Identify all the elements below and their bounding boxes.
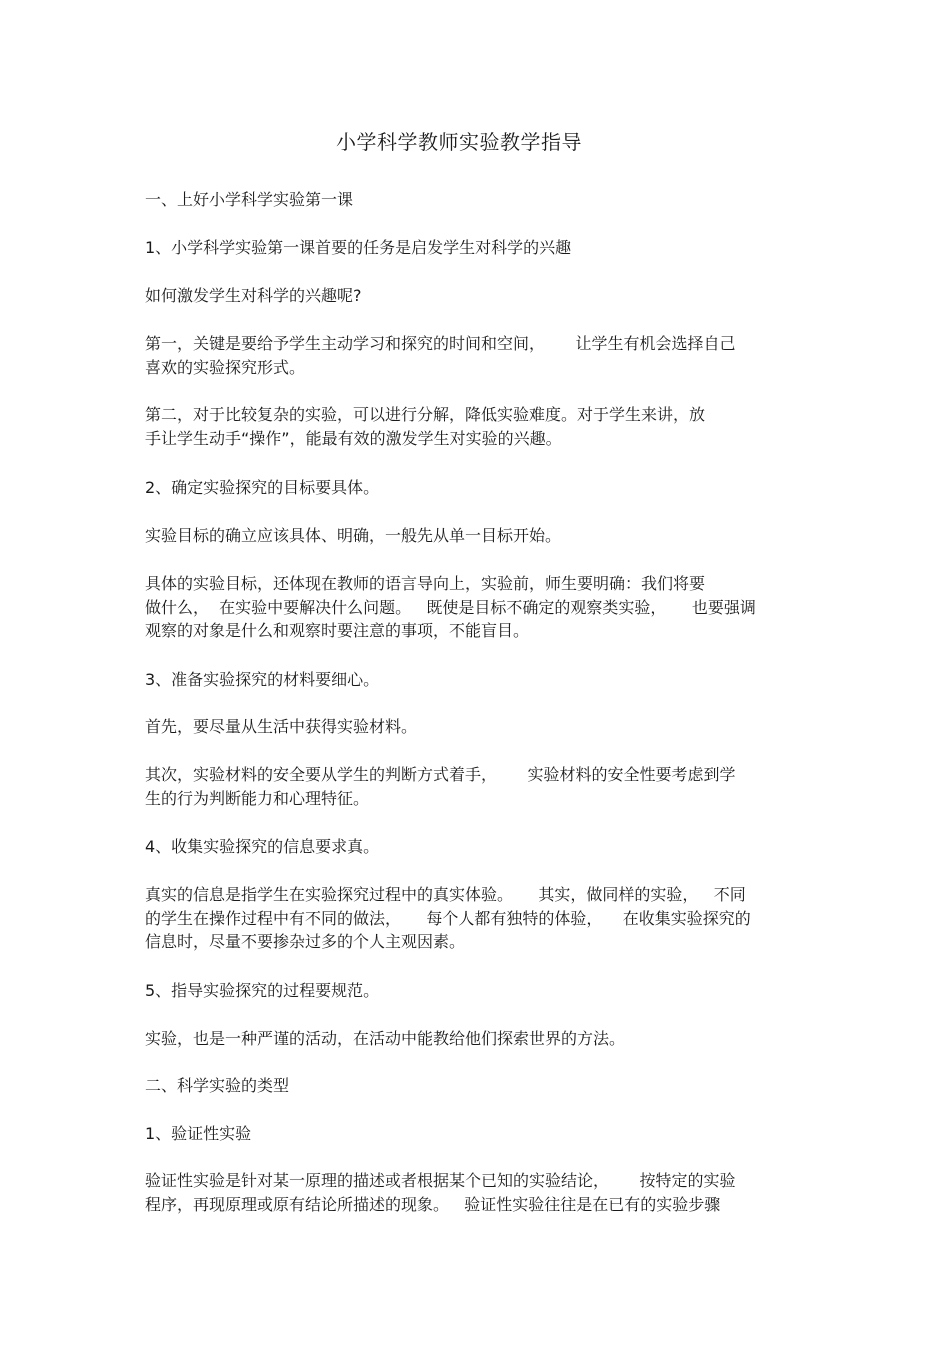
text-line: 实验，也是一种严谨的活动，在活动中能教给他们探索世界的方法。	[145, 1029, 626, 1048]
text-line: 3、准备实验探究的材料要细心。	[145, 670, 380, 689]
text-line: 5、指导实验探究的过程要规范。	[145, 981, 380, 1000]
text-line: 做什么， 在实验中要解决什么问题。 既使是目标不确定的观察类实验， 也要强调	[145, 597, 756, 617]
paragraph	[145, 403, 810, 450]
text-line: 二、科学实验的类型	[145, 1076, 290, 1095]
section-heading-1	[145, 188, 810, 212]
text-line: 第一，关键是要给予学生主动学习和探究的时间和空间， 让学生有机会选择自己	[145, 334, 736, 353]
text-line: 1、验证性实验	[145, 1124, 252, 1143]
section-heading-2	[145, 1074, 810, 1098]
subheading	[145, 835, 810, 859]
paragraph	[145, 524, 810, 548]
text-line: 首先，要尽量从生活中获得实验材料。	[145, 717, 418, 736]
paragraph	[145, 715, 810, 739]
subheading	[145, 476, 810, 500]
text-line: 手让学生动手“操作”，能最有效的激发学生对实验的兴趣。	[145, 428, 562, 448]
subheading	[145, 1122, 810, 1146]
text-line: 信息时，尽量不要掺杂过多的个人主观因素。	[145, 932, 466, 951]
document-title: 小学科学教师实验教学指导	[336, 130, 582, 154]
text-line: 程序，再现原理或原有结论所描述的现象。 验证性实验往往是在已有的实验步骤	[145, 1194, 721, 1214]
text-line: 第二，对于比较复杂的实验，可以进行分解，降低实验难度。对于学生来讲，放	[145, 405, 706, 424]
text-line: 生的行为判断能力和心理特征。	[145, 788, 370, 808]
text-line: 的学生在操作过程中有不同的做法， 每个人都有独特的体验， 在收集实验探究的	[145, 908, 751, 928]
text-line: 2、确定实验探究的目标要具体。	[145, 478, 380, 497]
text-line: 一、上好小学科学实验第一课	[145, 190, 354, 209]
text-line: 如何激发学生对科学的兴趣呢?	[145, 286, 362, 305]
paragraph	[145, 763, 810, 810]
paragraph	[145, 883, 810, 954]
paragraph	[145, 332, 810, 379]
subheading	[145, 668, 810, 692]
text-line: 验证性实验是针对某一原理的描述或者根据某个已知的实验结论， 按特定的实验	[145, 1171, 736, 1190]
paragraph	[145, 284, 810, 308]
text-line: 观察的对象是什么和观察时要注意的事项，不能盲目。	[145, 621, 530, 640]
subheading	[145, 236, 810, 260]
paragraph	[145, 1027, 810, 1051]
paragraph	[145, 1169, 810, 1216]
text-line: 1、小学科学实验第一课首要的任务是启发学生对科学的兴趣	[145, 238, 572, 257]
paragraph	[145, 572, 810, 643]
text-line: 喜欢的实验探究形式。	[145, 357, 306, 377]
text-line: 实验目标的确立应该具体、明确，一般先从单一目标开始。	[145, 526, 562, 545]
text-line: 4、收集实验探究的信息要求真。	[145, 837, 380, 856]
text-line: 真实的信息是指学生在实验探究过程中的真实体验。 其实，做同样的实验， 不同	[145, 885, 746, 904]
text-line: 具体的实验目标，还体现在教师的语言导向上，实验前，师生要明确：我们将要	[145, 574, 706, 593]
text-line: 其次，实验材料的安全要从学生的判断方式着手， 实验材料的安全性要考虑到学	[145, 765, 736, 784]
subheading	[145, 979, 810, 1003]
